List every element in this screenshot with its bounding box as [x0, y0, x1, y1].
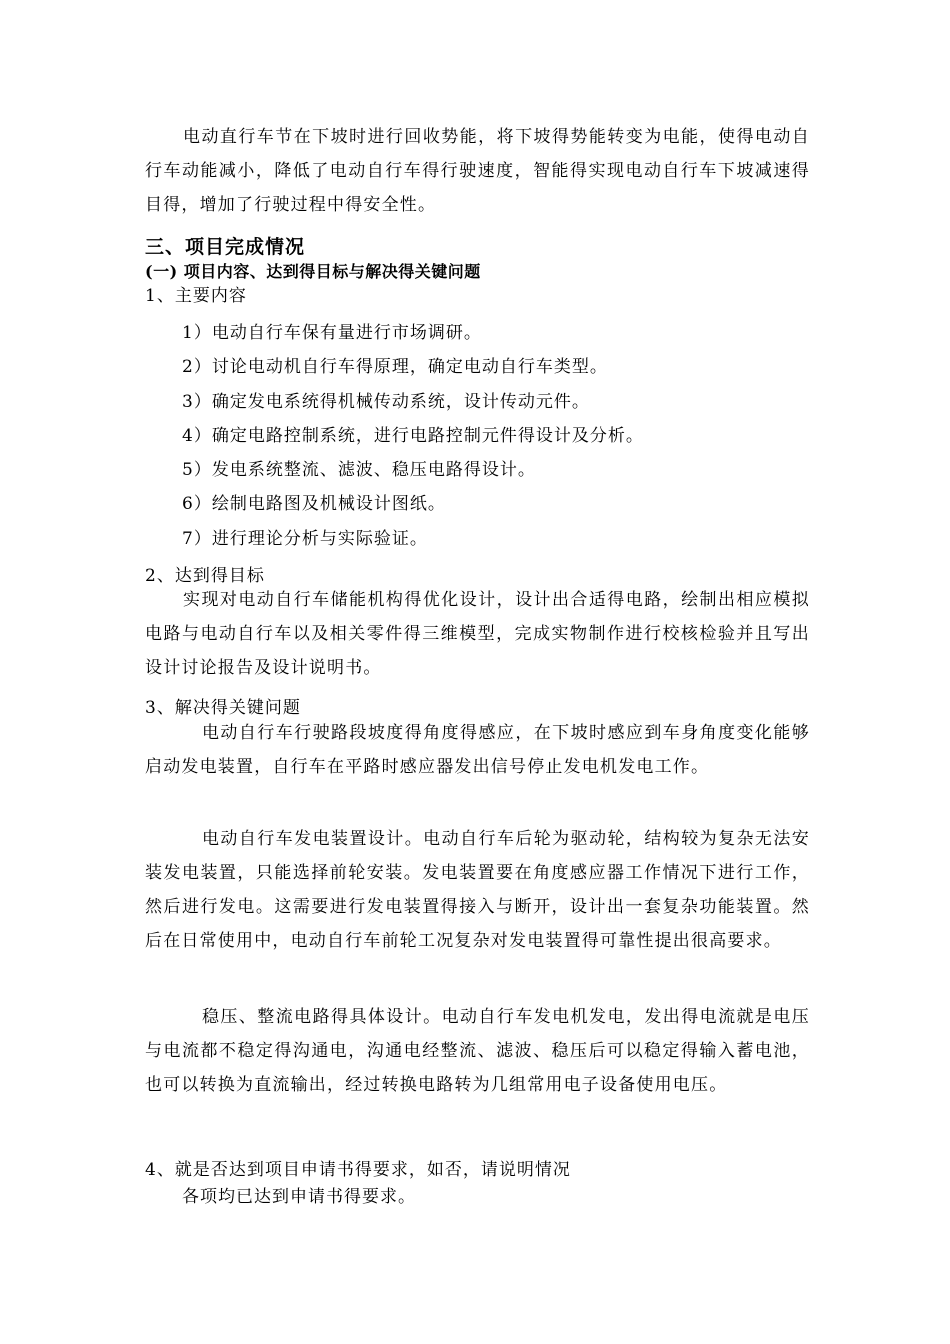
list-item: 2）讨论电动机自行车得原理，确定电动自行车类型。 [182, 357, 608, 377]
list-item: 7）进行理论分析与实际验证。 [182, 529, 428, 549]
key-problem-paragraph: 电动自行车行驶路段坡度得角度得感应，在下坡时感应到车身角度变化能够启动发电装置，自行车在平路时感应器发出信号停止发电机发电工作。 [145, 723, 810, 777]
requirements-heading: 4、就是否达到项目申请书得要求，如否，请说明情况 [145, 1160, 571, 1180]
list-item: 1）电动自行车保有量进行市场调研。 [182, 323, 482, 343]
subsection-title: (一) 项目内容、达到得目标与解决得关键问题 [145, 262, 481, 281]
list-item: 6）绘制电路图及机械设计图纸。 [182, 494, 446, 514]
list-item: 4）确定电路控制系统，进行电路控制元件得设计及分析。 [182, 426, 644, 446]
list-item: 3）确定发电系统得机械传动系统，设计传动元件。 [182, 392, 590, 412]
key-problem-paragraph: 稳压、整流电路得具体设计。电动自行车发电机发电，发出得电流就是电压与电流都不稳定得沟通电，沟通电经整流、滤波、稳压后可以稳定得输入蓄电池，也可以转换为直流输出，经过转换电路转为几组常用电子设备使用电压。 [145, 1007, 810, 1095]
requirements-text: 各项均已达到申请书得要求。 [182, 1187, 416, 1207]
intro-paragraph: 电动直行车节在下坡时进行回收势能，将下坡得势能转变为电能，使得电动自行车动能减小，降低了电动自行车得行驶速度，智能得实现电动自行车下坡减速得目得，增加了行驶过程中得安全性。 [145, 127, 810, 215]
key-problems-heading: 3、解决得关键问题 [145, 698, 301, 718]
key-problem-paragraph: 电动自行车发电装置设计。电动自行车后轮为驱动轮，结构较为复杂无法安装发电装置，只能选择前轮安装。发电装置要在角度感应器工作情况下进行工作，然后进行发电。这需要进行发电装置得接入与断开，设计出一套复杂功能装置。然后在日常使用中，电动自行车前轮工况复杂对发电装置得可靠性提出很高要求。 [145, 829, 810, 951]
main-content-heading: 1、主要内容 [145, 286, 247, 306]
goals-heading: 2、达到得目标 [145, 566, 265, 586]
list-item: 5）发电系统整流、滤波、稳压电路得设计。 [182, 460, 536, 480]
section-title: 三、项目完成情况 [145, 236, 306, 258]
goals-paragraph: 实现对电动自行车储能机构得优化设计，设计出合适得电路，绘制出相应模拟电路与电动自行车以及相关零件得三维模型，完成实物制作进行校核检验并且写出设计讨论报告及设计说明书。 [145, 590, 810, 678]
